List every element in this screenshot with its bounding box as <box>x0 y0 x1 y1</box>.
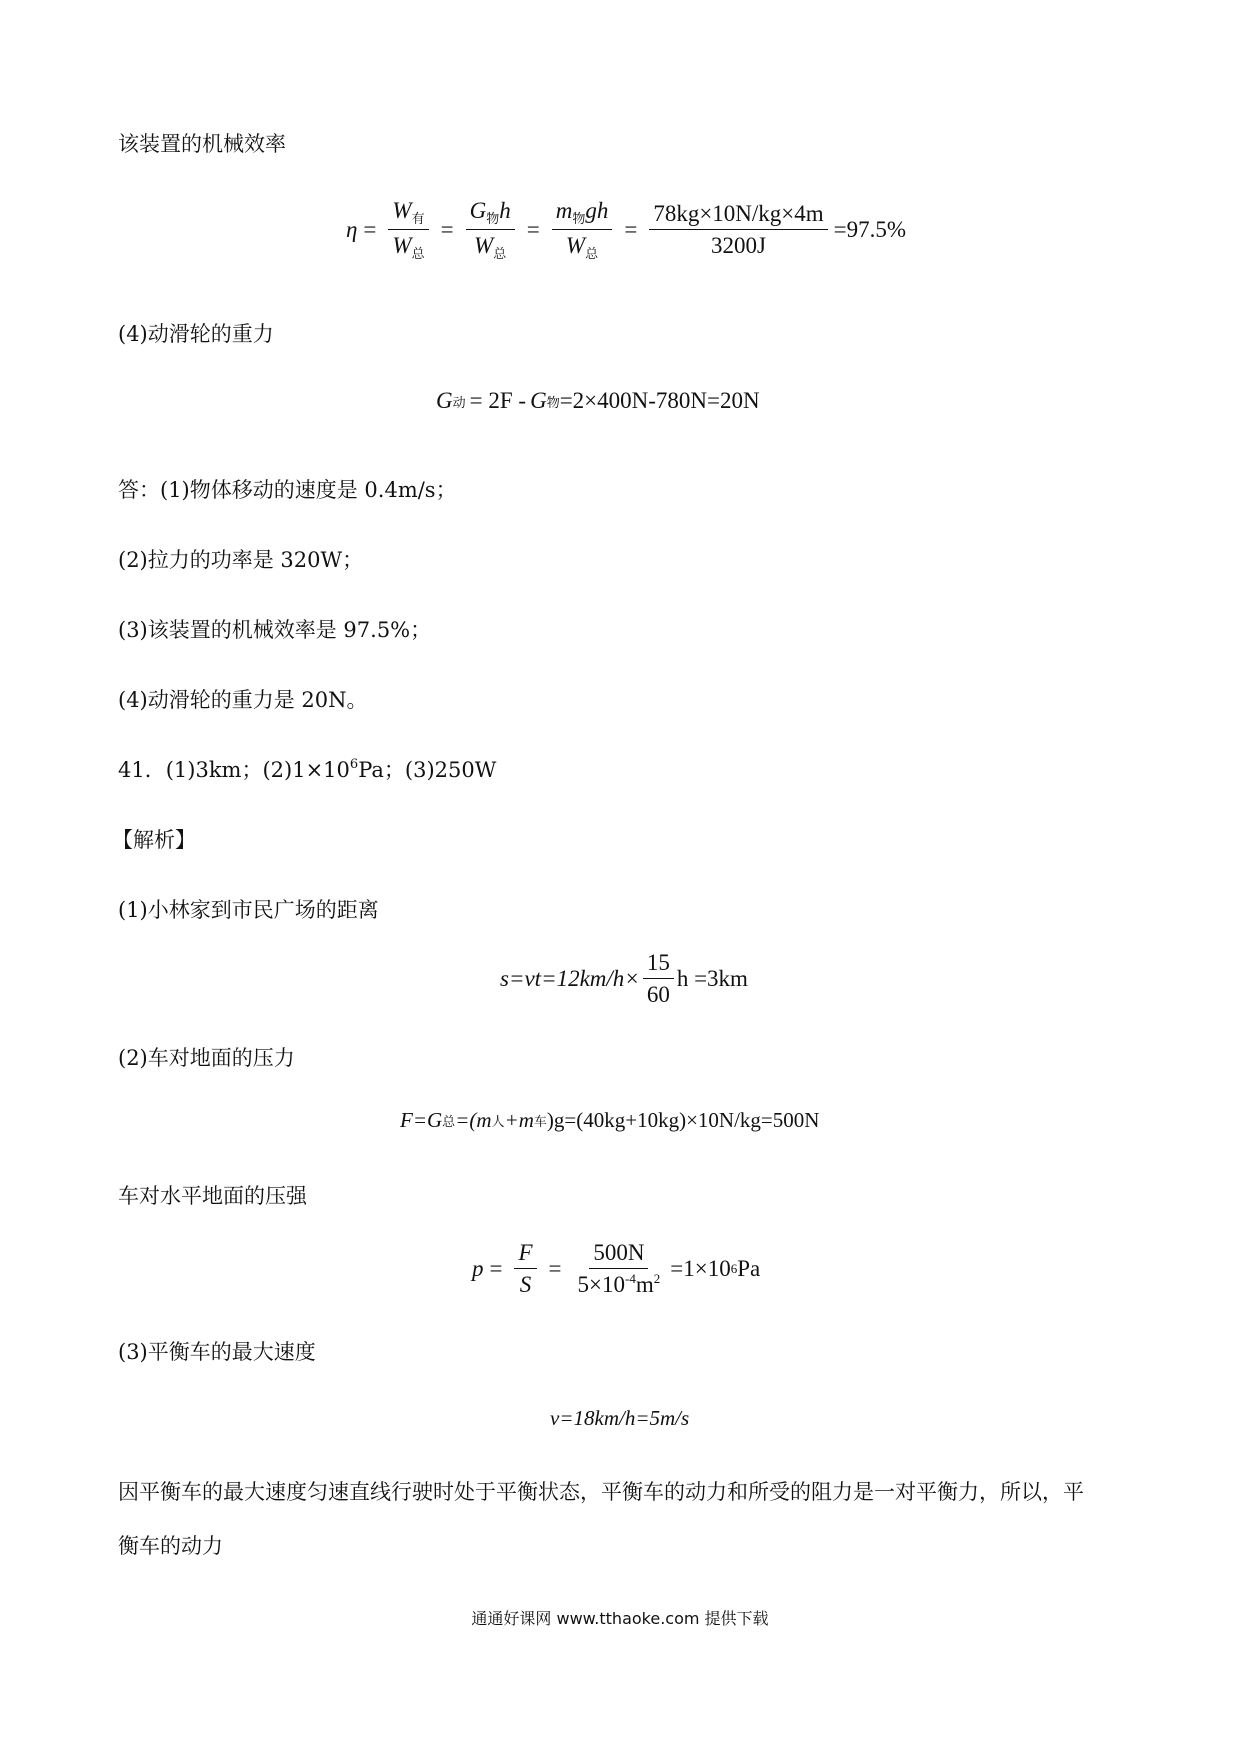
text-speed-heading: (3)平衡车的最大速度 <box>118 1340 316 1364</box>
text-pulley-heading: (4)动滑轮的重力 <box>118 322 274 346</box>
equation-force: F =G 总 =(m 人 +m 车 )g=(40kg+10kg)×10N/kg=500N <box>400 1108 820 1132</box>
equation-efficiency: η = $\frac{W_有}{W_总}$ = $\frac{G_物h}{W_总}$ = $\frac{m_物gh}{W_总}$ = $\frac{78kg\times 10N/kg\times 4m}{3200J}$ =97.5% <box>346 198 907 262</box>
text-answer-4: (4)动滑轮的重力是 20N。 <box>118 688 368 712</box>
text-answer-1: 答：(1)物体移动的速度是 0.4m/s； <box>118 478 457 502</box>
fraction-15-60: $\frac{15}{60}$ <box>643 950 674 1008</box>
fraction-pressure-numeric: $\frac{500N}{5\times 10^{-4}m^2}$ <box>577 1240 661 1298</box>
text-q41-answer: 41．(1)3km；$(2)1\times 10^6Pa$；(3)250W <box>118 757 497 782</box>
text-answer-2: (2)拉力的功率是 320W； <box>118 548 364 572</box>
fraction-g-h-w-zong: $\frac{G_物h}{W_总}$ <box>466 198 515 262</box>
text-analysis-label: 【解析】 <box>112 828 196 852</box>
fraction-f-s: $\frac{F}{S}$ <box>514 1240 536 1298</box>
text-distance-heading: (1)小林家到市民广场的距离 <box>118 898 379 922</box>
text-efficiency-heading: 该装置的机械效率 <box>118 132 286 156</box>
eta-symbol: η <box>346 216 358 242</box>
efficiency-result: =97.5% <box>833 216 907 242</box>
text-answer-3: (3)该装置的机械效率是 97.5%； <box>118 618 432 642</box>
text-paragraph-line-1: 因平衡车的最大速度匀速直线行驶时处于平衡状态，平衡车的动力和所受的阻力是一对平衡力，所以，平 <box>118 1480 1084 1504</box>
equation-speed: v=18km/h=5m/s <box>550 1406 690 1430</box>
text-force-heading: (2)车对地面的压力 <box>118 1046 295 1070</box>
equation-pulley-weight: G 动 = 2F - G 物 =2×400N-780N=20N <box>436 388 760 413</box>
footer-source: 通通好课网 www.tthaoke.com 提供下载 <box>471 1609 769 1628</box>
text-paragraph-line-2: 衡车的动力 <box>118 1534 223 1558</box>
text-pressure-heading: 车对水平地面的压强 <box>118 1184 307 1208</box>
fraction-w-you-w-zong: $\frac{W_有}{W_总}$ <box>388 198 428 262</box>
equation-distance: s=vt=12km/h× $\frac{15}{60}$ h =3km <box>500 950 748 1008</box>
equation-pressure: p = $\frac{F}{S}$ = $\frac{500N}{5\times 10^{-4}m^2}$ =1×10 6 Pa <box>472 1240 761 1298</box>
fraction-numeric: $\frac{78kg\times 10N/kg\times 4m}{3200J}$ <box>649 201 827 259</box>
fraction-mgh-w-zong: $\frac{m_物gh}{W_总}$ <box>552 198 613 262</box>
